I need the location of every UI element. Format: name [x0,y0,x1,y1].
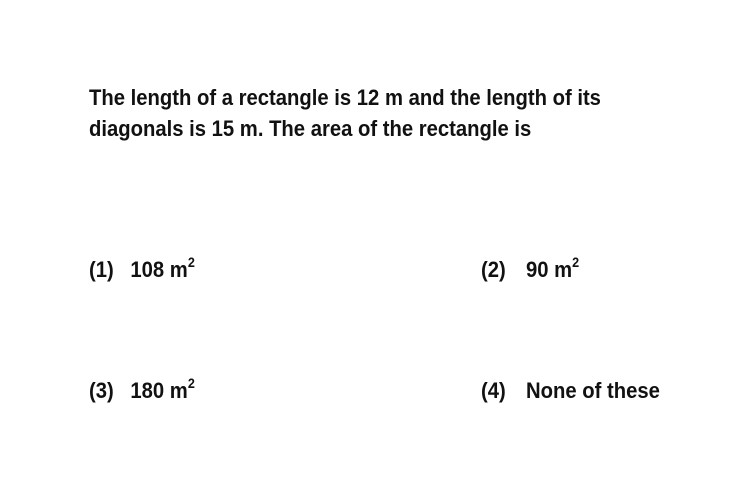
option-2-number: (2) [481,257,506,282]
option-4-number: (4) [481,378,506,403]
option-1[interactable] [89,253,195,284]
option-3[interactable] [89,374,195,405]
option-3-value: 180 m [130,378,188,403]
option-2[interactable] [481,253,580,284]
option-2-value: 90 m [526,257,573,282]
option-1-exponent: 2 [187,253,195,270]
option-2-exponent: 2 [572,253,580,270]
question-line-2: diagonals is 15 m. The area of the rectangle is [89,116,532,141]
option-4-value: None of these [526,378,660,403]
option-1-number: (1) [89,257,114,282]
question-line-1: The length of a rectangle is 12 m and the length of its [89,85,601,110]
option-4[interactable] [481,377,660,405]
option-1-value: 108 m [130,257,188,282]
option-3-number: (3) [89,378,114,403]
question-text [89,82,651,144]
option-3-exponent: 2 [187,374,195,391]
